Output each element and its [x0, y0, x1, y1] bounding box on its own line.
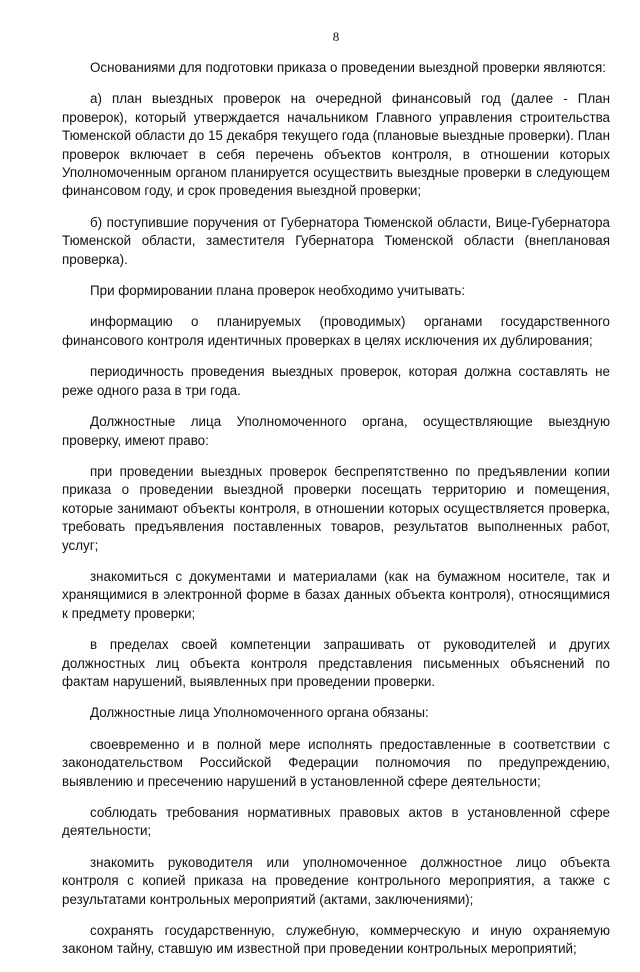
paragraph-item-a: а) план выездных проверок на очередной финансовый год (далее - План проверок), который утверждается начальником Главного управления строительства Тюменской области до 15 декабря текущего года (плановые выездные проверки). План проверок включает в себя перечень объектов контроля, в отношении которых Уполномоченным органом планируется осуществить выездные проверки в следующем финансовом году, и срок проведения выездной проверки; — [62, 91, 610, 199]
paragraph-plan-info: информацию о планируемых (проводимых) органами государственного финансового контроля идентичных проверках в целях исключения их дублирования; — [62, 314, 610, 348]
paragraph-duty-secrecy: сохранять государственную, служебную, коммерческую и иную охраняемую законом тайну, ставшую им известной при проведении контрольных мероприятий; — [62, 923, 610, 957]
paragraph-duty-inform: знакомить руководителя или уполномоченное должностное лицо объекта контроля с копией приказа на проведение контрольного мероприятия, а также с результатами контрольных мероприятий (актами, заключениями); — [62, 854, 610, 907]
paragraph-rights-intro: Должностные лица Уполномоченного органа, осуществляющие выездную проверку, имеют право: — [62, 414, 610, 448]
paragraph-right-visit: при проведении выездных проверок беспрепятственно по предъявлении копии приказа о проведении выездной проверки посещать территорию и помещения, которые занимают объекты контроля, в отношении которых осуществляется проверка, требовать предъявления поставленных товаров, результатов выполненных работ, услуг; — [62, 463, 610, 553]
paragraph-grounds-intro: Основаниями для подготовки приказа о проведении выездной проверки являются: — [90, 60, 606, 75]
document-body — [62, 59, 610, 972]
paragraph-item-b: б) поступившие поручения от Губернатора Тюменской области, Вице-Губернатора Тюменской области, заместителя Губернатора Тюменской области (внеплановая проверка). — [62, 214, 610, 267]
paragraph-duties-intro: Должностные лица Уполномоченного органа обязаны: — [90, 705, 429, 721]
paragraph-duty-compliance: соблюдать требования нормативных правовых актов в установленной сфере деятельности; — [62, 805, 610, 839]
paragraph-plan-periodicity: периодичность проведения выездных проверок, которая должна составлять не реже одного раза в три года. — [62, 364, 610, 398]
page-number: 8 — [332, 29, 340, 44]
paragraph-right-explanations: в пределах своей компетенции запрашивать от руководителей и других должностных лиц объекта контроля представления письменных объяснений по фактам нарушений, выявленных при проведении проверки. — [62, 637, 610, 689]
paragraph-right-documents: знакомиться с документами и материалами (как на бумажном носителе, так и хранящимися в электронной форме в базах данных объекта контроля), относящимися к предмету проверки; — [62, 568, 610, 621]
paragraph-duty-powers: своевременно и в полной мере исполнять предоставленные в соответствии с законодательством Российской Федерации полномочия по предупреждению, выявлению и пресечению нарушений в установленной сфере деятельности; — [62, 736, 610, 789]
paragraph-plan-intro: При формировании плана проверок необходимо учитывать: — [90, 283, 466, 299]
